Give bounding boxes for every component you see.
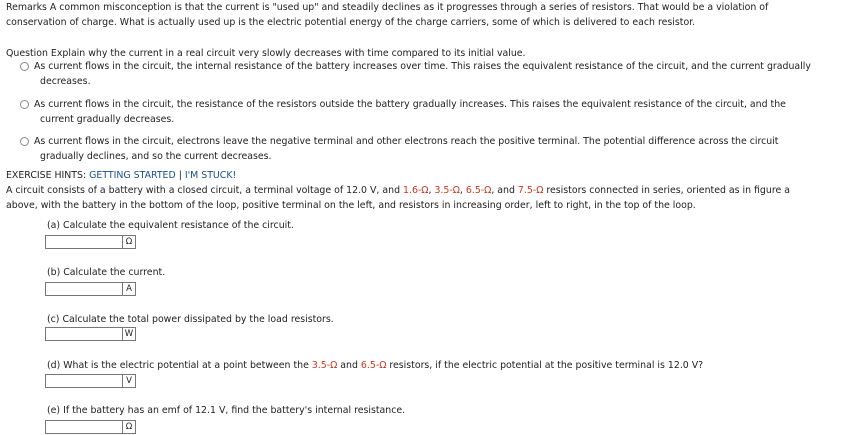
hints-separator: | [178, 170, 182, 181]
option-1-radio[interactable] [20, 62, 29, 71]
part-d-label [47, 358, 703, 373]
part-e-answer-input[interactable] [45, 420, 123, 434]
question-prompt: Question Explain why the current in a real circuit very slowly decreases with time compared to its initial value. [6, 48, 526, 59]
exercise-line-1 [6, 183, 790, 198]
part-d-unit: V [123, 374, 136, 388]
resistor-2-value: 3.5-Ω [434, 185, 460, 196]
part-d-text: resistors, if the electric potential at the positive terminal is 12.0 V? [386, 360, 704, 371]
option-1-text-line-1: As current flows in the circuit, the internal resistance of the battery increases over time. This raises the equivalent resistance of the circuit, and the current gradually [34, 61, 811, 72]
part-d-text: and [337, 360, 361, 371]
part-a-unit: Ω [123, 235, 136, 249]
exercise-text: , and [491, 185, 518, 196]
option-1-text-line-2: decreases. [40, 76, 91, 87]
resistor-3-value: 6.5-Ω [465, 185, 492, 196]
hints-label: EXERCISE HINTS: [6, 170, 87, 181]
exercise-text: A circuit consists of a battery with a closed circuit, a terminal voltage of 12.0 V, and [6, 185, 403, 196]
option-2-radio[interactable] [20, 100, 29, 109]
part-d-answer-input[interactable] [45, 374, 123, 388]
part-c-unit: W [123, 327, 136, 341]
im-stuck-link[interactable]: I'M STUCK! [184, 170, 237, 181]
part-a-answer-input[interactable] [45, 235, 123, 249]
part-d-resistor-2: 6.5-Ω [360, 360, 387, 371]
option-2-text-line-2: current gradually decreases. [40, 114, 175, 125]
exercise-line-2: above, with the battery in the bottom of the loop, positive terminal on the left, and resistors in increasing order, left to right, in the top of the loop. [6, 200, 696, 211]
exercise-hints [6, 168, 236, 183]
part-b-unit: A [123, 282, 136, 296]
part-b-label: (b) Calculate the current. [47, 267, 166, 278]
resistor-4-value: 7.5-Ω [517, 185, 544, 196]
remarks-line-2: conservation of charge. What is actually used up is the electric potential energy of the charge carriers, some of which is delivered to each resistor. [6, 17, 696, 28]
option-2-text-line-1: As current flows in the circuit, the resistance of the resistors outside the battery gradually increases. This raises the equivalent resistance of the circuit, and the [34, 99, 786, 110]
part-d-resistor-1: 3.5-Ω [311, 360, 338, 371]
part-b-answer-input[interactable] [45, 282, 123, 296]
option-3-radio[interactable] [20, 137, 29, 146]
remarks-line-1: Remarks A common misconception is that the current is "used up" and steadily declines as it progresses through a series of resistors. That would be a violation of [6, 2, 769, 13]
part-c-label: (c) Calculate the total power dissipated by the load resistors. [47, 314, 334, 325]
part-a-label: (a) Calculate the equivalent resistance of the circuit. [47, 220, 294, 231]
exercise-text: , [428, 185, 435, 196]
part-e-label: (e) If the battery has an emf of 12.1 V, find the battery's internal resistance. [47, 405, 406, 416]
getting-started-link[interactable]: GETTING STARTED [89, 170, 176, 181]
part-c-answer-input[interactable] [45, 327, 123, 341]
part-d-text: (d) What is the electric potential at a point between the [47, 360, 312, 371]
option-3-text-line-1: As current flows in the circuit, electrons leave the negative terminal and other electrons reach the positive terminal. The potential difference across the circuit [34, 136, 779, 147]
exercise-text: , [459, 185, 466, 196]
resistor-1-value: 1.6-Ω [403, 185, 429, 196]
option-3-text-line-2: gradually declines, and so the current decreases. [40, 151, 272, 162]
part-e-unit: Ω [123, 420, 136, 434]
exercise-text: resistors connected in series, oriented as in figure a [543, 185, 790, 196]
